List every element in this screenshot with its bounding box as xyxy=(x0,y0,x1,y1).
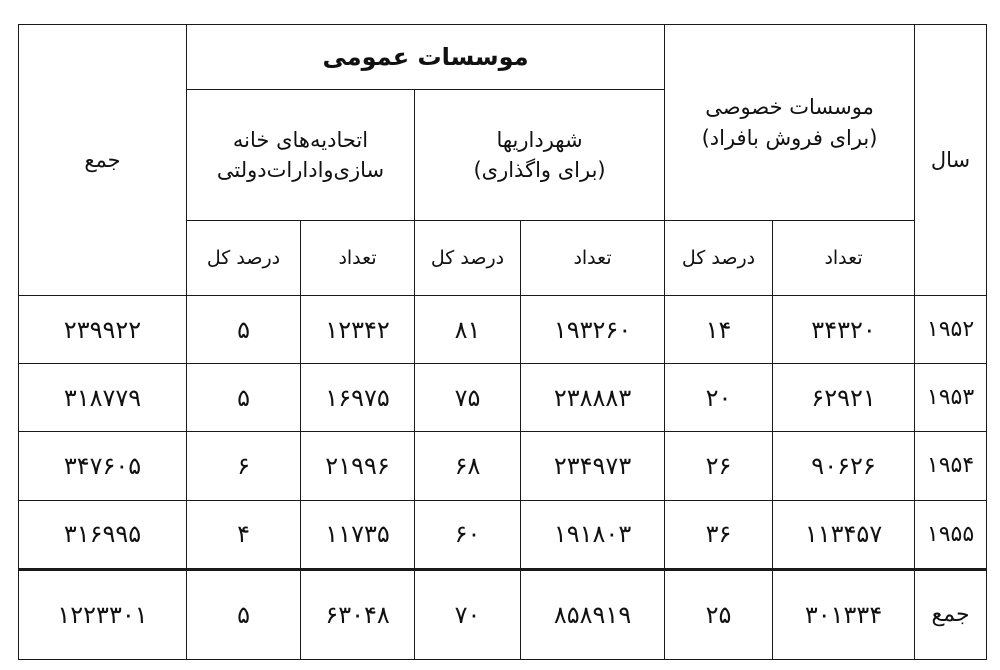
coops-count-cell: ۱۱۷۳۵ xyxy=(301,500,415,569)
grand-total-cell: ۱۲۲۳۳۰۱ xyxy=(19,569,187,659)
totals-row xyxy=(19,569,987,659)
table-row xyxy=(19,432,987,500)
totals-coops-count-cell: ۶۳۰۴۸ xyxy=(301,569,415,659)
private-percent-cell: ۲۰ xyxy=(665,364,773,432)
municipal-count-cell: ۱۹۱۸۰۳ xyxy=(521,500,665,569)
coops-percent-cell: ۴ xyxy=(187,500,301,569)
total-cell: ۳۱۸۷۷۹ xyxy=(19,364,187,432)
totals-private-percent-cell: ۲۵ xyxy=(665,569,773,659)
private-count-cell: ۳۴۳۲۰ xyxy=(773,296,915,364)
table-row xyxy=(19,296,987,364)
total-column-header xyxy=(19,25,187,296)
year-header-text: سال xyxy=(930,148,971,172)
housing-table-wrapper xyxy=(18,24,986,660)
municipal-percent-cell: ۷۵ xyxy=(415,364,521,432)
table-row xyxy=(19,500,987,569)
coops-percent-cell: ۵ xyxy=(187,364,301,432)
municipal-count-cell: ۲۳۸۸۸۳ xyxy=(521,364,665,432)
private-count-cell: ۶۲۹۲۱ xyxy=(773,364,915,432)
coops-header-line1: اتحادیه‌های خانه xyxy=(232,127,369,152)
total-header-text: جمع xyxy=(84,148,121,172)
totals-coops-percent-cell: ۵ xyxy=(187,569,301,659)
municipalities-header xyxy=(415,90,665,221)
private-header-line1: موسسات خصوصی xyxy=(705,95,874,120)
year-column-header xyxy=(915,25,987,296)
municipal-count-cell: ۱۹۳۲۶۰ xyxy=(521,296,665,364)
year-cell: ۱۹۵۳ xyxy=(915,364,987,432)
municipal-header-line1: شهرداریها xyxy=(496,127,583,152)
cooperatives-header xyxy=(187,90,415,221)
totals-municipal-count-cell: ۸۵۸۹۱۹ xyxy=(521,569,665,659)
coops-percent-header: درصد کل xyxy=(187,221,301,296)
year-cell: ۱۹۵۵ xyxy=(915,500,987,569)
municipal-count-header: تعداد xyxy=(521,221,665,296)
coops-percent-cell: ۶ xyxy=(187,432,301,500)
total-cell: ۲۳۹۹۲۲ xyxy=(19,296,187,364)
year-cell: ۱۹۵۲ xyxy=(915,296,987,364)
table-row xyxy=(19,364,987,432)
coops-header-line2: سازی‌وادارات‌دولتی xyxy=(216,158,385,182)
municipal-percent-cell: ۸۱ xyxy=(415,296,521,364)
totals-label-cell: جمع xyxy=(915,569,987,659)
private-count-cell: ۹۰۶۲۶ xyxy=(773,432,915,500)
totals-municipal-percent-cell: ۷۰ xyxy=(415,569,521,659)
housing-statistics-table xyxy=(18,24,987,660)
private-percent-header: درصد کل xyxy=(665,221,773,296)
coops-count-cell: ۱۶۹۷۵ xyxy=(301,364,415,432)
private-percent-cell: ۳۶ xyxy=(665,500,773,569)
totals-private-count-cell: ۳۰۱۳۳۴ xyxy=(773,569,915,659)
municipal-header-line2: (برای واگذاری) xyxy=(473,158,606,182)
municipal-percent-cell: ۶۸ xyxy=(415,432,521,500)
total-cell: ۳۱۶۹۹۵ xyxy=(19,500,187,569)
municipal-percent-header: درصد کل xyxy=(415,221,521,296)
private-count-cell: ۱۱۳۴۵۷ xyxy=(773,500,915,569)
private-percent-cell: ۲۶ xyxy=(665,432,773,500)
coops-count-header: تعداد xyxy=(301,221,415,296)
private-percent-cell: ۱۴ xyxy=(665,296,773,364)
private-count-header: تعداد xyxy=(773,221,915,296)
total-cell: ۳۴۷۶۰۵ xyxy=(19,432,187,500)
municipal-percent-cell: ۶۰ xyxy=(415,500,521,569)
private-header-line2: (برای فروش بافراد) xyxy=(701,125,878,150)
public-header-text: موسسات عمومی xyxy=(322,43,529,71)
coops-count-cell: ۱۲۳۴۲ xyxy=(301,296,415,364)
coops-count-cell: ۲۱۹۹۶ xyxy=(301,432,415,500)
public-institutions-header xyxy=(187,25,665,90)
year-cell: ۱۹۵۴ xyxy=(915,432,987,500)
private-institutions-header xyxy=(665,25,915,221)
coops-percent-cell: ۵ xyxy=(187,296,301,364)
municipal-count-cell: ۲۳۴۹۷۳ xyxy=(521,432,665,500)
